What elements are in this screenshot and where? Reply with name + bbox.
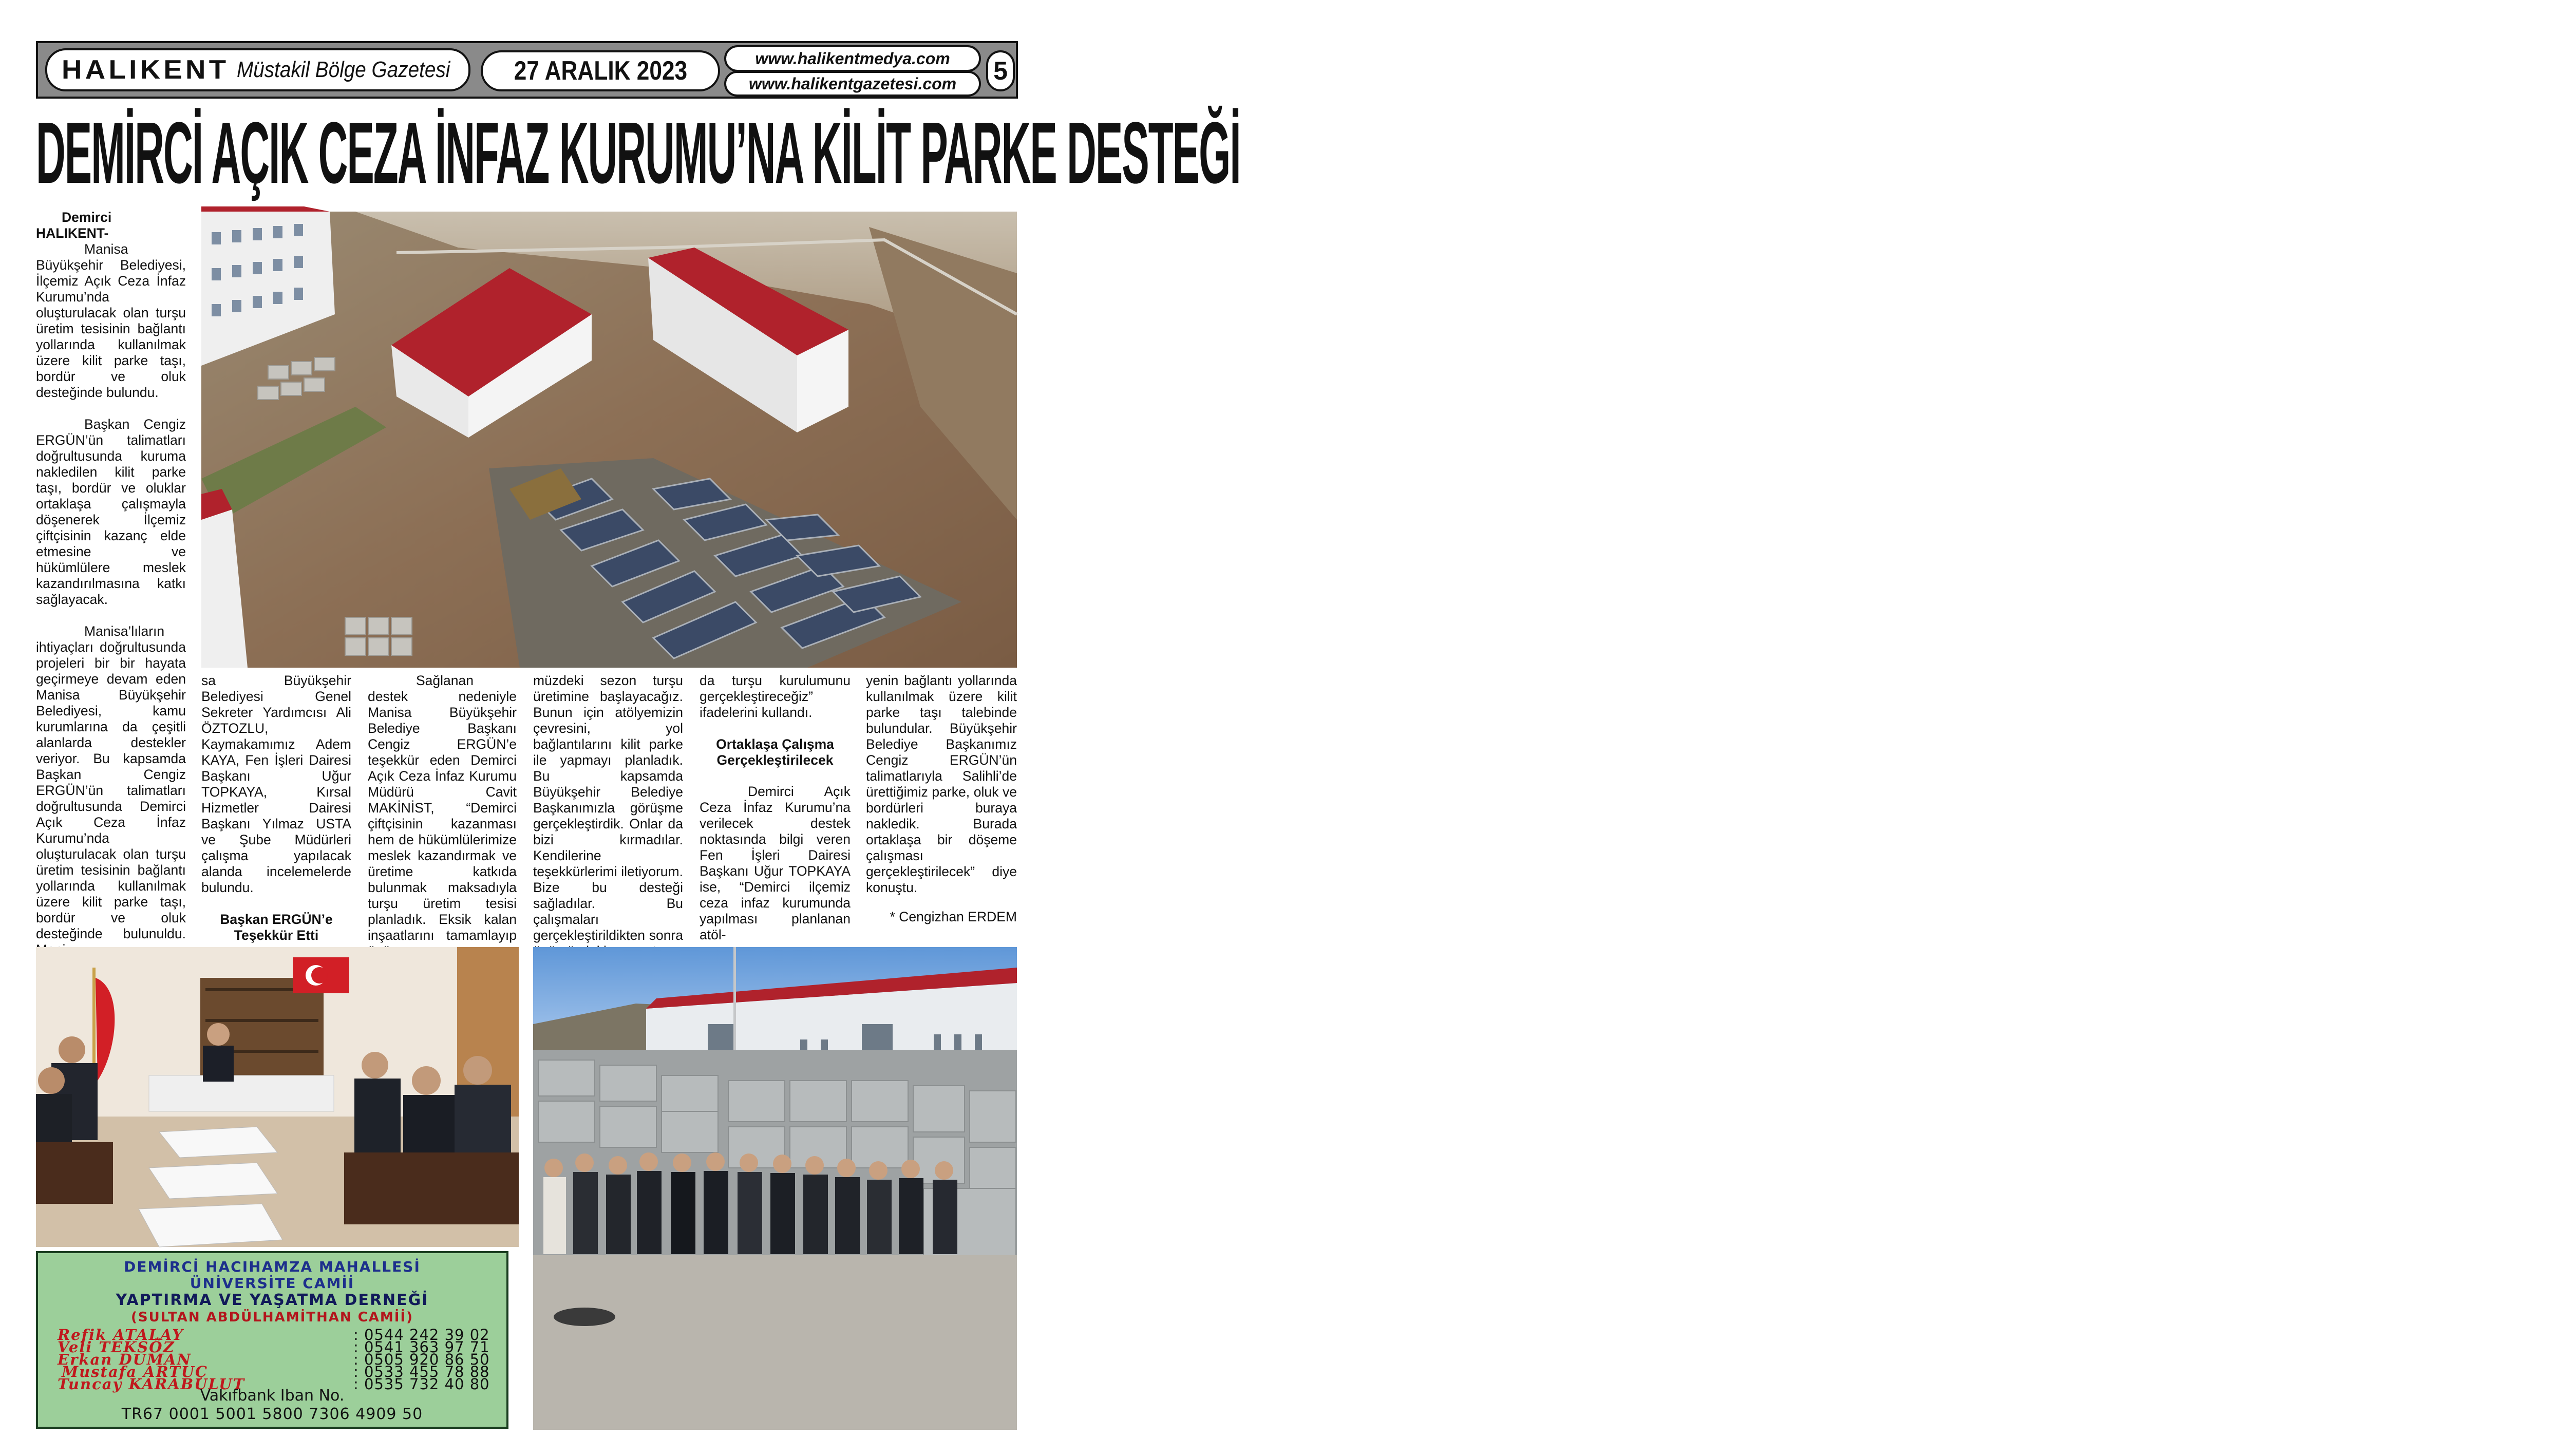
article-column-4	[533, 673, 683, 943]
article-paragraph: yenin bağlantı yollarında kullanılmak üzere kilit parke taşı talebinde bulundular. Büyükşehir Belediye Başkanımız Cengiz ERGÜN’ün talimatlarıyla Salihli’de ürettiğimiz parke, oluk ve bordürleri buraya nakledik. Burada ortaklaşa bir döşeme çalışması gerçekleştirilecek” diye konuştu.	[866, 673, 1017, 895]
website-link-1[interactable]: www.halikentmedya.com	[724, 45, 981, 72]
ad-contact-name: Veli TEKSÖZ	[58, 1338, 175, 1356]
ad-contact-phone: : 0544 242 39 02	[353, 1326, 490, 1344]
aerial-photo-facility	[201, 212, 1017, 668]
ad-contact-name: Refik ATALAY	[58, 1326, 184, 1344]
ad-title-line-2: ÜNİVERSİTE CAMİİ	[190, 1275, 355, 1292]
article-headline: DEMİRCİ AÇIK CEZA İNFAZ KURUMU’NA KİLİT PARKE DESTEĞİ	[36, 104, 1240, 202]
article-paragraph: Manisa Büyükşehir Belediyesi, İlçemiz Açık Ceza İnfaz Kurumu’nda oluşturulacak olan turşu üretim tesisinin bağlantı yollarında kullanılmak üzere kilit parke taşı, bordür ve oluk desteğinde bulundu.	[36, 241, 186, 400]
ad-contact-phone: : 0533 455 78 88	[353, 1363, 490, 1381]
article-paragraph: sa Büyükşehir Belediyesi Genel Sekreter Yardımcısı Ali ÖZTOZLU, Kaymakamımız Adem KAYA, Fen İşleri Dairesi Başkanı Uğur TOPKAYA, Kırsal Hizmetler Dairesi Başkanı Yılmaz USTA ve Şube Müdürleri çalışma yapılacak alanda incelemelerde bulundu.	[201, 673, 351, 895]
group-photo-paving-stones	[533, 947, 1017, 1430]
ad-contact-phone: : 0505 920 86 50	[353, 1351, 490, 1368]
article-column-2	[201, 673, 351, 943]
article-column-1	[36, 210, 186, 939]
group-photo-drawing	[533, 947, 1017, 1430]
masthead-brand	[45, 48, 470, 91]
ad-iban: TR67 0001 5001 5800 7306 4909 50	[121, 1405, 423, 1423]
meeting-photo	[36, 947, 519, 1247]
ad-title-line-3: YAPTIRMA VE YAŞATMA DERNEĞİ	[116, 1291, 429, 1309]
article-paragraph: Sağlanan destek nedeniyle Manisa Büyükşehir Belediye Başkanı Cengiz ERGÜN’e teşekkür eden Demirci Açık Ceza İnfaz Kurumu Müdürü Cavit MAKİNİST, “Demirci çiftçisinin kazanması hem de hükümlülerimize meslek kazandırmak ve üretime katkıda bulunmak maksadıyla turşu üretim tesisi planladık. Eksik kalan inşaatlarını tamamlayıp	[368, 673, 517, 943]
aerial-photo-drawing	[201, 212, 1017, 668]
article-author: * Cengizhan ERDEM	[890, 909, 1017, 924]
article-column-5	[700, 673, 851, 940]
meeting-photo-drawing	[36, 947, 519, 1247]
ad-title-line-4: (SULTAN ABDÜLHAMİTHAN CAMİİ)	[131, 1310, 413, 1325]
article-paragraph: Başkan Cengiz ERGÜN’ün talimatları doğrultusunda kuruma nakledilen kilit parke taşı, bordür ve oluklar ortaklaşa çalışmayla döşenerek İlçemiz çiftçisinin kazanç elde etmesine ve hükümlülere meslek kazandırılmasına katkı sağlayacak.	[36, 417, 186, 607]
article-subhead: Ortaklaşa Çalışma Gerçekleştirilecek	[716, 736, 834, 768]
website-link-2[interactable]: www.halikentgazetesi.com	[724, 71, 981, 97]
article-paragraph: Manisa’lıların ihtiyaçları doğrultusunda projeleri bir bir hayata geçirmeye devam eden Manisa Büyükşehir Belediyesi, kamu kurumlarına da çeşitli alanlarda destekler veriyor. Bu kapsamda Başkan Cengiz ERGÜN’ün talimatları doğrultusunda Demirci Açık Ceza İnfaz Kurumu’nda oluşturulacak olan turşu üretim tesisinin bağlantı yollarında kullanılmak üzere kilit parke taşı, bordür ve oluk desteğinde bulunuldu.	[36, 623, 186, 941]
association-advertisement	[36, 1251, 508, 1429]
article-column-3	[368, 673, 517, 943]
ad-contact-name: Erkan DUMAN	[58, 1351, 192, 1368]
newspaper-subtitle: Müstakil Bölge Gazetesi	[236, 57, 450, 82]
article-column-6	[866, 673, 1017, 940]
ad-contact-name: Mustafa ARTUÇ	[62, 1363, 209, 1381]
ad-title-line-1: DEMİRCİ HACIHAMZA MAHALLESİ	[124, 1258, 421, 1275]
article-paragraph: müzdeki sezon turşu üretimine başlayacağız. Bunun için atölyemizin çevresini, yol bağlantılarını kilit parke ile yapmayı planladık. Bu kapsamda Büyükşehir Belediye Başkanımızla görüşme gerçekleştirdik. Onlar da bizi kırmadılar. Kendilerine teşekkürlerimi iletiyorum. Bize bu desteği sağladılar. Bu çalışmaları gerçekleştirildikten sonra	[533, 673, 683, 943]
ad-contact-phone: : 0541 363 97 71	[353, 1338, 490, 1356]
article-subhead: Başkan ERGÜN’e Teşekkür Etti	[220, 912, 333, 943]
article-dateline: Demirci HALIKENT-	[36, 210, 112, 241]
ad-bank-label: Vakıfbank Iban No.	[200, 1387, 345, 1405]
article-paragraph: da turşu kurulumunu gerçekleştireceğiz” ifadelerini kullandı.	[700, 673, 851, 720]
page-number: 5	[986, 50, 1015, 91]
ad-contact-phone: : 0535 732 40 80	[353, 1375, 490, 1393]
masthead	[36, 41, 1018, 99]
issue-date: 27 ARALIK 2023	[481, 50, 720, 91]
article-paragraph: Demirci Açık Ceza İnfaz Kurumu’na verilecek destek noktasında bilgi veren Fen İşleri Dairesi Başkanı Uğur TOPKAYA ise, “Demirci ilçemiz ceza infaz kurumunda yapılması planlanan atöl-	[700, 784, 851, 942]
newspaper-name: HALIKENT	[62, 55, 230, 85]
ad-contact-name: Tuncay KARABULUT	[58, 1375, 246, 1393]
